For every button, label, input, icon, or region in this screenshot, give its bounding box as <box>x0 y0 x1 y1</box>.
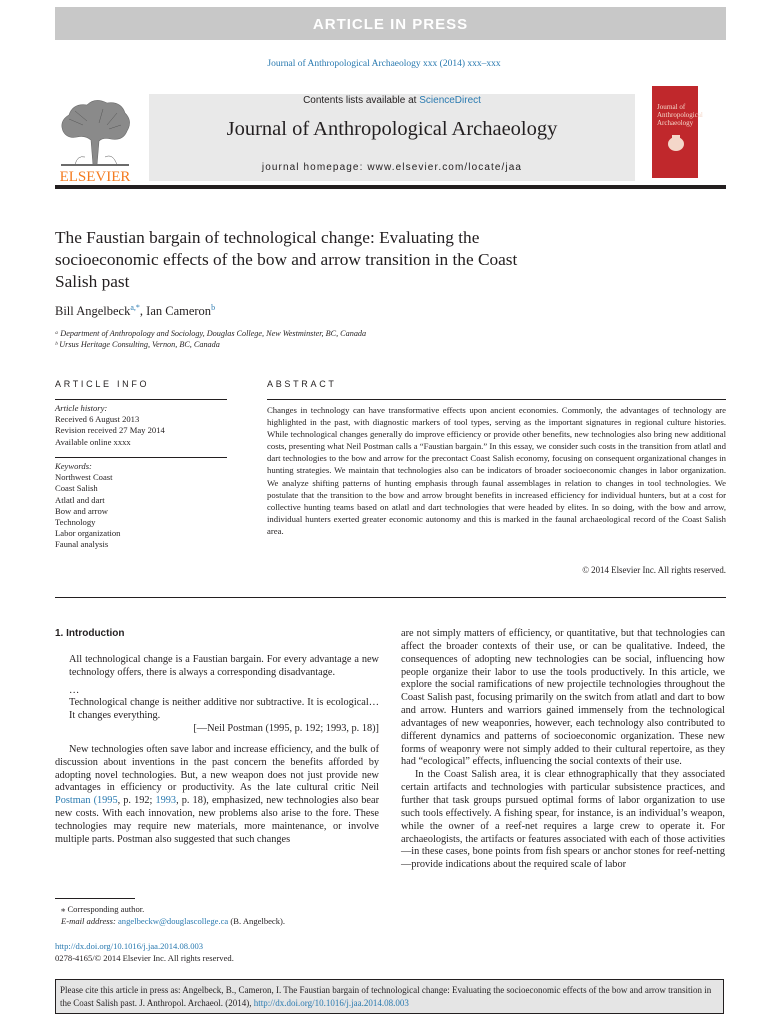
author-affiliation-marker[interactable]: b <box>211 303 216 312</box>
cite-this-article-box <box>55 979 724 1014</box>
journal-header <box>55 85 726 182</box>
body-paragraph: In the Coast Salish area, it is clear ethnographically that they associated certain artifacts and technologies with particular subsistence practices, and further that task groups pursued optimal forms of labor organization to use such tools effectively. A fishing spear, for instance, is an individual’s weapon, while the owner of a reef-net requires a large crew to operate it. For archaeologists, the artifacts or features associated with each of those activities—in these cases, bone points from fish spears or anchor stones for reef-netting—provide indications about the required scale of labor <box>401 769 725 871</box>
header-rule <box>55 185 726 189</box>
article-info-rule <box>55 399 227 400</box>
keyword-item: Northwest Coast <box>55 472 113 483</box>
cover-pot-icon <box>652 130 698 160</box>
affiliation-b: ᵇ Ursus Heritage Consulting, Vernon, BC, Canada <box>55 340 220 349</box>
keyword-item: Coast Salish <box>55 483 98 494</box>
elsevier-logo[interactable] <box>55 95 135 183</box>
doi-block <box>55 940 234 964</box>
email-note <box>55 915 285 927</box>
epigraph-quote: Technological change is neither additive nor subtractive. It is ecological… It changes everything. <box>69 697 379 722</box>
issn-copyright: 0278-4165/© 2014 Elsevier Inc. All rights reserved. <box>55 953 234 963</box>
elsevier-wordmark: ELSEVIER <box>59 169 131 183</box>
article-title: The Faustian bargain of technological change: Evaluating the socioeconomic effects of the bow and arrow transition in the Coast Salish past <box>55 228 518 291</box>
corresponding-author-note: ⁎ Corresponding author. <box>61 904 145 914</box>
article-in-press-banner: ARTICLE IN PRESS <box>55 7 726 40</box>
sciencedirect-link[interactable]: ScienceDirect <box>419 95 481 106</box>
keywords-label: Keywords: <box>55 461 92 471</box>
journal-homepage[interactable]: journal homepage: www.elsevier.com/locate/jaa <box>261 162 523 173</box>
epigraph-ellipsis: … <box>69 684 80 696</box>
affiliation-a: ᵃ Department of Anthropology and Sociology, Douglas College, New Westminster, BC, Canada <box>55 329 367 338</box>
doi-link[interactable]: http://dx.doi.org/10.1016/j.jaa.2014.08.003 <box>55 941 204 951</box>
keywords <box>55 461 120 551</box>
footnote-rule <box>55 898 135 899</box>
article-info-heading: ARTICLE INFO <box>55 379 150 389</box>
author-affiliation-marker[interactable]: a,* <box>130 303 140 312</box>
keyword-item: Technology <box>55 517 96 528</box>
citation-link[interactable]: 1993 <box>155 795 177 807</box>
history-label: Article history: <box>55 403 108 413</box>
author-separator: , <box>139 304 147 319</box>
body-column-left <box>55 628 379 847</box>
cite-text: Please cite this article in press as: Angelbeck, B., Cameron, I. The Faustian bargain of technological change: Evaluating the socioeconomic effects of the bow and arrow transition in the Coast Salish past. J. Anthropol. Archaeol. (2014), <box>60 985 712 1008</box>
author-name[interactable]: Bill Angelbeck <box>55 304 131 319</box>
abstract-heading: ABSTRACT <box>267 379 337 389</box>
article-history <box>55 403 165 448</box>
citation-link[interactable]: Postman (1995 <box>55 795 118 807</box>
contents-line <box>149 95 635 106</box>
abstract-copyright: © 2014 Elsevier Inc. All rights reserved. <box>582 565 726 575</box>
email-suffix: (B. Angelbeck). <box>228 916 286 926</box>
history-item: Revision received 27 May 2014 <box>55 425 165 436</box>
author-list <box>55 303 215 319</box>
paragraph-text: , p. 192; <box>117 795 156 807</box>
email-link[interactable]: angelbeckw@douglascollege.ca <box>117 916 229 926</box>
cover-title: Journal of Anthropological Archaeology <box>657 103 703 127</box>
journal-cover-thumbnail[interactable] <box>652 86 703 178</box>
keyword-item: Atlatl and dart <box>55 494 105 505</box>
history-item: Available online xxxx <box>55 436 131 447</box>
abstract-text: Changes in technology can have transformative effects upon ancient economies. Commonly, the advantages of technology are highlighted in the past, with diagnostic markers of tool types, serving as the important signatures in regional culture histories. While technological changes generally do improve efficiency or provide other benefits, new technologies also bring new additional costs, presenting what Neil Postman calls a “Faustian bargain.” In this essay, we consider such costs in the transition from atlatl and dart technologies to the bow and arrow for the precontact Coast Salish economy, focusing on consequent organizational changes in hunting strategies. We maintain that technologies also can be indicators of broader socioeconomic changes in labor organization. We analyze shifting patterns of hunting emphasis through faunal assemblages in relation to changes in tool technologies. We postulate that the transition to the bow and arrow brought benefits in increased efficiency for individual hunters, but at a cost for collective hunting teams based on atlatl and dart technologies that were headed by elites. In so doing, with the bow and arrow, individual hunters exerted greater economic autonomy and this is marked in the faunal archaeological record of the Coast Salish area. <box>267 405 726 536</box>
body-paragraph <box>55 744 379 847</box>
info-divider <box>55 457 227 458</box>
journal-title: Journal of Anthropological Archaeology <box>226 118 558 140</box>
body-column-right <box>401 628 725 872</box>
footnote <box>55 903 285 927</box>
keyword-item: Bow and arrow <box>55 505 108 516</box>
keyword-item: Labor organization <box>55 528 121 539</box>
cite-doi-link[interactable]: http://dx.doi.org/10.1016/j.jaa.2014.08.003 <box>253 997 409 1008</box>
section-heading: 1. Introduction <box>55 628 125 639</box>
author-name[interactable]: Ian Cameron <box>146 304 212 319</box>
email-label: E-mail address: <box>61 916 118 926</box>
journal-header-box <box>149 94 635 181</box>
epigraph-quote: All technological change is a Faustian bargain. For every advantage a new technology offers, there is always a corresponding disadvantage. <box>69 653 379 678</box>
abstract-rule <box>267 399 726 400</box>
history-item: Received 6 August 2013 <box>55 414 140 425</box>
body-paragraph: are not simply matters of efficiency, or quantitative, but that technologies can affect the broader contexts of their use, or can be qualitative. Indeed, the consequences of adopting new technologies can be social, influencing how people organize their labor to use the tools productively. In this article, we explore the social ramifications of new projectile technologies throughout the Coast Salish past, focusing primarily on the switch from atlatl and dart to bow and arrow. Hunters and warriors gained immensely from the technological advantages of new weaponries, however, each technology also contributed to different dynamics and patterns of socioeconomic organization. These new forms of weaponry were not simply added to their cultural repertoire, as they had “ecological” effects, influencing the social contexts of their use. <box>401 628 725 768</box>
epigraph-citation: [—Neil Postman (1995, p. 192; 1993, p. 18)] <box>193 723 379 735</box>
keyword-item: Faunal analysis <box>55 539 109 550</box>
paragraph-text: , p. 18), emphasized, new technologies also bear new costs. With each innovation, new problems also arise to the fore. These technologies may require new materials, more maintenance, or involve multiple parts. Postman also suggested that such changes <box>55 795 380 845</box>
journal-reference-link[interactable]: Journal of Anthropological Archaeology xxx (2014) xxx–xxx <box>267 59 501 69</box>
paragraph-text: New technologies often save labor and increase efficiency, and the bulk of discussion about inventions in the past concern the benefits afforded by adopting novel technologies. But, a new weapon does not just provide new advantages in efficiency or productivity. As the late cultural critic Neil <box>55 743 379 794</box>
front-matter-rule <box>55 597 726 598</box>
contents-prefix: Contents lists available at <box>303 95 420 106</box>
affiliations <box>55 328 366 350</box>
